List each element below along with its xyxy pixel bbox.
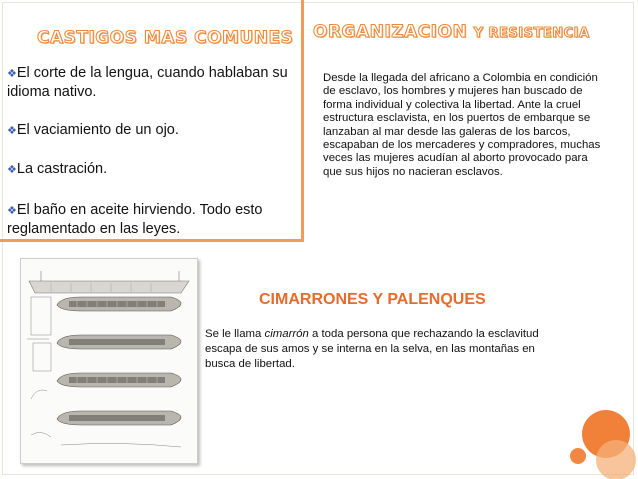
decorative-circles-icon xyxy=(566,398,638,479)
bullet-text: La castración. xyxy=(16,161,108,177)
bullet-diamond-icon: ❖ xyxy=(7,205,17,217)
title-organizacion xyxy=(313,22,590,42)
bullet-item xyxy=(7,64,297,101)
cimarron-term: cimarrón xyxy=(264,328,309,340)
bullet-text: El corte de la lengua, cuando hablaban su idioma nativo. xyxy=(7,65,288,100)
cimarrones-text-after: a toda persona que rechazando la esclavitud escapa de sus amos y se interna en la selva, en las montañas en busca de libertad. xyxy=(205,328,539,370)
bullet-item xyxy=(7,160,297,179)
cimarrones-text xyxy=(205,327,565,372)
bullet-text: El baño en aceite hirviendo. Todo esto reglamentado en las leyes. xyxy=(7,202,263,237)
divider-vertical xyxy=(301,0,304,241)
bullet-diamond-icon: ❖ xyxy=(7,68,17,80)
title-castigos: CASTIGOS MAS COMUNES xyxy=(37,28,294,48)
title-organizacion-small: Y RESISTENCIA xyxy=(473,26,590,41)
resistance-paragraph: Desde la llegada del africano a Colombia en condición de esclavo, los hombres y mujeres han buscado de forma individual y colectiva la libertad. Ante la cruel estructura esclavista, en los puertos de embarque se lanzaban al mar desde las galeras de los barcos, escapaban de los mercaderes y compradores, muchas veces las mujeres acudían al aborto provocado para que sus hijos no nacieran esclavos. xyxy=(323,72,601,178)
cimarrones-text-before: Se le llama xyxy=(205,328,265,340)
slave-ship-drawing xyxy=(21,259,197,463)
bullet-text: El vaciamiento de un ojo. xyxy=(16,122,179,138)
title-organizacion-main: ORGANIZACION xyxy=(313,22,468,42)
bullet-item xyxy=(7,121,297,140)
slave-ship-diagram xyxy=(20,258,198,464)
bullet-diamond-icon: ❖ xyxy=(7,164,17,176)
cimarrones-heading: CIMARRONES Y PALENQUES xyxy=(259,291,486,308)
punishment-list xyxy=(7,64,297,258)
bullet-item xyxy=(7,201,297,238)
bullet-diamond-icon: ❖ xyxy=(7,125,17,137)
